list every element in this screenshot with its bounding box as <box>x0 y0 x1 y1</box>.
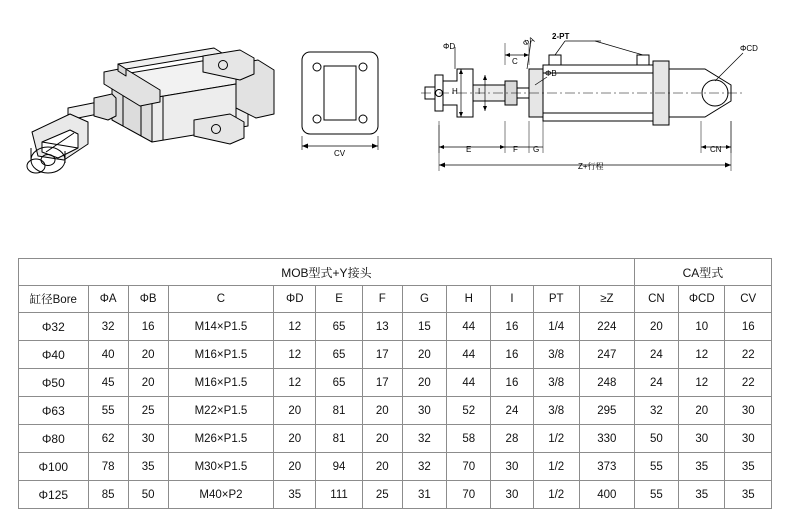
cell-bore: Φ80 <box>19 425 89 453</box>
spec-table-wrapper <box>18 258 772 509</box>
label-g: G <box>533 145 540 154</box>
cell-phi-a: 85 <box>88 481 128 509</box>
cell-i: 16 <box>491 341 533 369</box>
cell-i: 16 <box>491 313 533 341</box>
cell-e: 111 <box>316 481 362 509</box>
cell-h: 44 <box>447 313 491 341</box>
cell-phi-cd: 12 <box>679 369 725 397</box>
cell-f: 20 <box>362 425 402 453</box>
col-header-c: C <box>168 286 273 313</box>
col-header-phi-b: ΦB <box>128 286 168 313</box>
cell-pt: 3/8 <box>533 341 579 369</box>
cell-c: M22×P1.5 <box>168 397 273 425</box>
label-phi-d: ΦD <box>443 42 456 51</box>
cell-cv: 35 <box>725 453 772 481</box>
cell-h: 70 <box>447 481 491 509</box>
cell-phi-b: 35 <box>128 453 168 481</box>
table-column-header-row <box>19 286 772 313</box>
table-row <box>19 453 772 481</box>
table-row <box>19 341 772 369</box>
cell-pt: 1/2 <box>533 425 579 453</box>
spec-table <box>18 258 772 509</box>
cell-e: 65 <box>316 341 362 369</box>
cell-c: M26×P1.5 <box>168 425 273 453</box>
cell-cv: 30 <box>725 397 772 425</box>
cell-bore: Φ125 <box>19 481 89 509</box>
label-i: I <box>478 87 481 96</box>
cell-c: M14×P1.5 <box>168 313 273 341</box>
col-header-bore: 缸径Bore <box>19 286 89 313</box>
col-header-g: G <box>402 286 446 313</box>
cell-phi-d: 20 <box>274 425 316 453</box>
cell-bore: Φ40 <box>19 341 89 369</box>
cell-bore: Φ63 <box>19 397 89 425</box>
label-c: C <box>512 57 518 66</box>
cell-f: 13 <box>362 313 402 341</box>
table-group-header-row <box>19 259 772 286</box>
cell-cn: 32 <box>634 397 678 425</box>
cell-z: 373 <box>579 453 634 481</box>
col-header-i: I <box>491 286 533 313</box>
cell-cv: 22 <box>725 341 772 369</box>
col-header-phi-a: ΦA <box>88 286 128 313</box>
cell-f: 17 <box>362 369 402 397</box>
col-header-f: F <box>362 286 402 313</box>
cell-g: 15 <box>402 313 446 341</box>
isometric-cylinder-view <box>8 20 298 220</box>
label-phi-cd: ΦCD <box>740 44 758 53</box>
cell-phi-d: 12 <box>274 341 316 369</box>
cell-bore: Φ50 <box>19 369 89 397</box>
cell-g: 30 <box>402 397 446 425</box>
cell-phi-cd: 35 <box>679 453 725 481</box>
cell-i: 28 <box>491 425 533 453</box>
cell-h: 58 <box>447 425 491 453</box>
cell-phi-cd: 35 <box>679 481 725 509</box>
col-header-cv: CV <box>725 286 772 313</box>
cell-phi-d: 12 <box>274 313 316 341</box>
cell-cn: 50 <box>634 425 678 453</box>
cell-pt: 1/2 <box>533 453 579 481</box>
cell-pt: 3/8 <box>533 397 579 425</box>
label-f: F <box>513 145 518 154</box>
cell-phi-b: 20 <box>128 341 168 369</box>
cell-f: 17 <box>362 341 402 369</box>
cell-f: 25 <box>362 481 402 509</box>
label-z-stroke: Z+行程 <box>578 162 604 171</box>
cell-phi-cd: 20 <box>679 397 725 425</box>
cell-g: 20 <box>402 341 446 369</box>
label-cn: CN <box>710 145 722 154</box>
cell-h: 44 <box>447 369 491 397</box>
cell-cn: 24 <box>634 341 678 369</box>
cell-pt: 1/2 <box>533 481 579 509</box>
cell-z: 400 <box>579 481 634 509</box>
cell-c: M16×P1.5 <box>168 369 273 397</box>
col-header-h: H <box>447 286 491 313</box>
cell-e: 81 <box>316 397 362 425</box>
cell-g: 31 <box>402 481 446 509</box>
cell-g: 32 <box>402 425 446 453</box>
table-row <box>19 481 772 509</box>
cell-c: M40×P2 <box>168 481 273 509</box>
cell-phi-a: 55 <box>88 397 128 425</box>
cell-e: 65 <box>316 369 362 397</box>
cell-phi-a: 32 <box>88 313 128 341</box>
cell-z: 247 <box>579 341 634 369</box>
dimensioned-side-view <box>415 25 785 205</box>
table-row <box>19 313 772 341</box>
label-e: E <box>466 145 472 154</box>
cell-e: 94 <box>316 453 362 481</box>
cell-phi-b: 20 <box>128 369 168 397</box>
cell-i: 16 <box>491 369 533 397</box>
cell-phi-d: 20 <box>274 397 316 425</box>
cell-cv: 16 <box>725 313 772 341</box>
group-header-ca: CA型式 <box>634 259 771 286</box>
cell-phi-d: 12 <box>274 369 316 397</box>
cell-cv: 22 <box>725 369 772 397</box>
cell-h: 52 <box>447 397 491 425</box>
cell-h: 70 <box>447 453 491 481</box>
cell-e: 81 <box>316 425 362 453</box>
cell-phi-a: 78 <box>88 453 128 481</box>
cell-phi-d: 35 <box>274 481 316 509</box>
cell-phi-cd: 10 <box>679 313 725 341</box>
col-header-pt: PT <box>533 286 579 313</box>
label-2-pt: 2-PT <box>552 32 570 41</box>
table-body <box>19 313 772 509</box>
label-phi-a: ΦA <box>521 34 536 49</box>
cell-phi-a: 40 <box>88 341 128 369</box>
col-header-cn: CN <box>634 286 678 313</box>
col-header-z: ≥Z <box>579 286 634 313</box>
col-header-phi-d: ΦD <box>274 286 316 313</box>
cell-f: 20 <box>362 397 402 425</box>
cell-bore: Φ32 <box>19 313 89 341</box>
cell-z: 248 <box>579 369 634 397</box>
cell-phi-a: 62 <box>88 425 128 453</box>
table-row <box>19 425 772 453</box>
cell-z: 224 <box>579 313 634 341</box>
cell-g: 32 <box>402 453 446 481</box>
cell-i: 30 <box>491 453 533 481</box>
cell-bore: Φ100 <box>19 453 89 481</box>
label-phi-b: ΦB <box>545 69 557 78</box>
cell-cn: 55 <box>634 481 678 509</box>
cell-z: 330 <box>579 425 634 453</box>
table-row <box>19 397 772 425</box>
cell-phi-cd: 30 <box>679 425 725 453</box>
cell-cn: 20 <box>634 313 678 341</box>
cell-cv: 30 <box>725 425 772 453</box>
cell-phi-d: 20 <box>274 453 316 481</box>
drawings-area <box>0 0 790 250</box>
cell-phi-a: 45 <box>88 369 128 397</box>
cell-pt: 3/8 <box>533 369 579 397</box>
cell-cn: 55 <box>634 453 678 481</box>
label-h: H <box>452 87 458 96</box>
label-cv: CV <box>334 149 346 158</box>
group-header-mob: MOB型式+Y接头 <box>19 259 635 286</box>
cell-phi-b: 16 <box>128 313 168 341</box>
cell-cv: 35 <box>725 481 772 509</box>
cell-phi-b: 25 <box>128 397 168 425</box>
cell-f: 20 <box>362 453 402 481</box>
cell-pt: 1/4 <box>533 313 579 341</box>
cell-cn: 24 <box>634 369 678 397</box>
table-row <box>19 369 772 397</box>
cell-i: 24 <box>491 397 533 425</box>
cell-c: M16×P1.5 <box>168 341 273 369</box>
cell-phi-b: 30 <box>128 425 168 453</box>
cell-i: 30 <box>491 481 533 509</box>
cell-e: 65 <box>316 313 362 341</box>
cell-h: 44 <box>447 341 491 369</box>
col-header-e: E <box>316 286 362 313</box>
col-header-phi-cd: ΦCD <box>679 286 725 313</box>
cell-phi-cd: 12 <box>679 341 725 369</box>
cell-c: M30×P1.5 <box>168 453 273 481</box>
cell-g: 20 <box>402 369 446 397</box>
cell-z: 295 <box>579 397 634 425</box>
cell-phi-b: 50 <box>128 481 168 509</box>
